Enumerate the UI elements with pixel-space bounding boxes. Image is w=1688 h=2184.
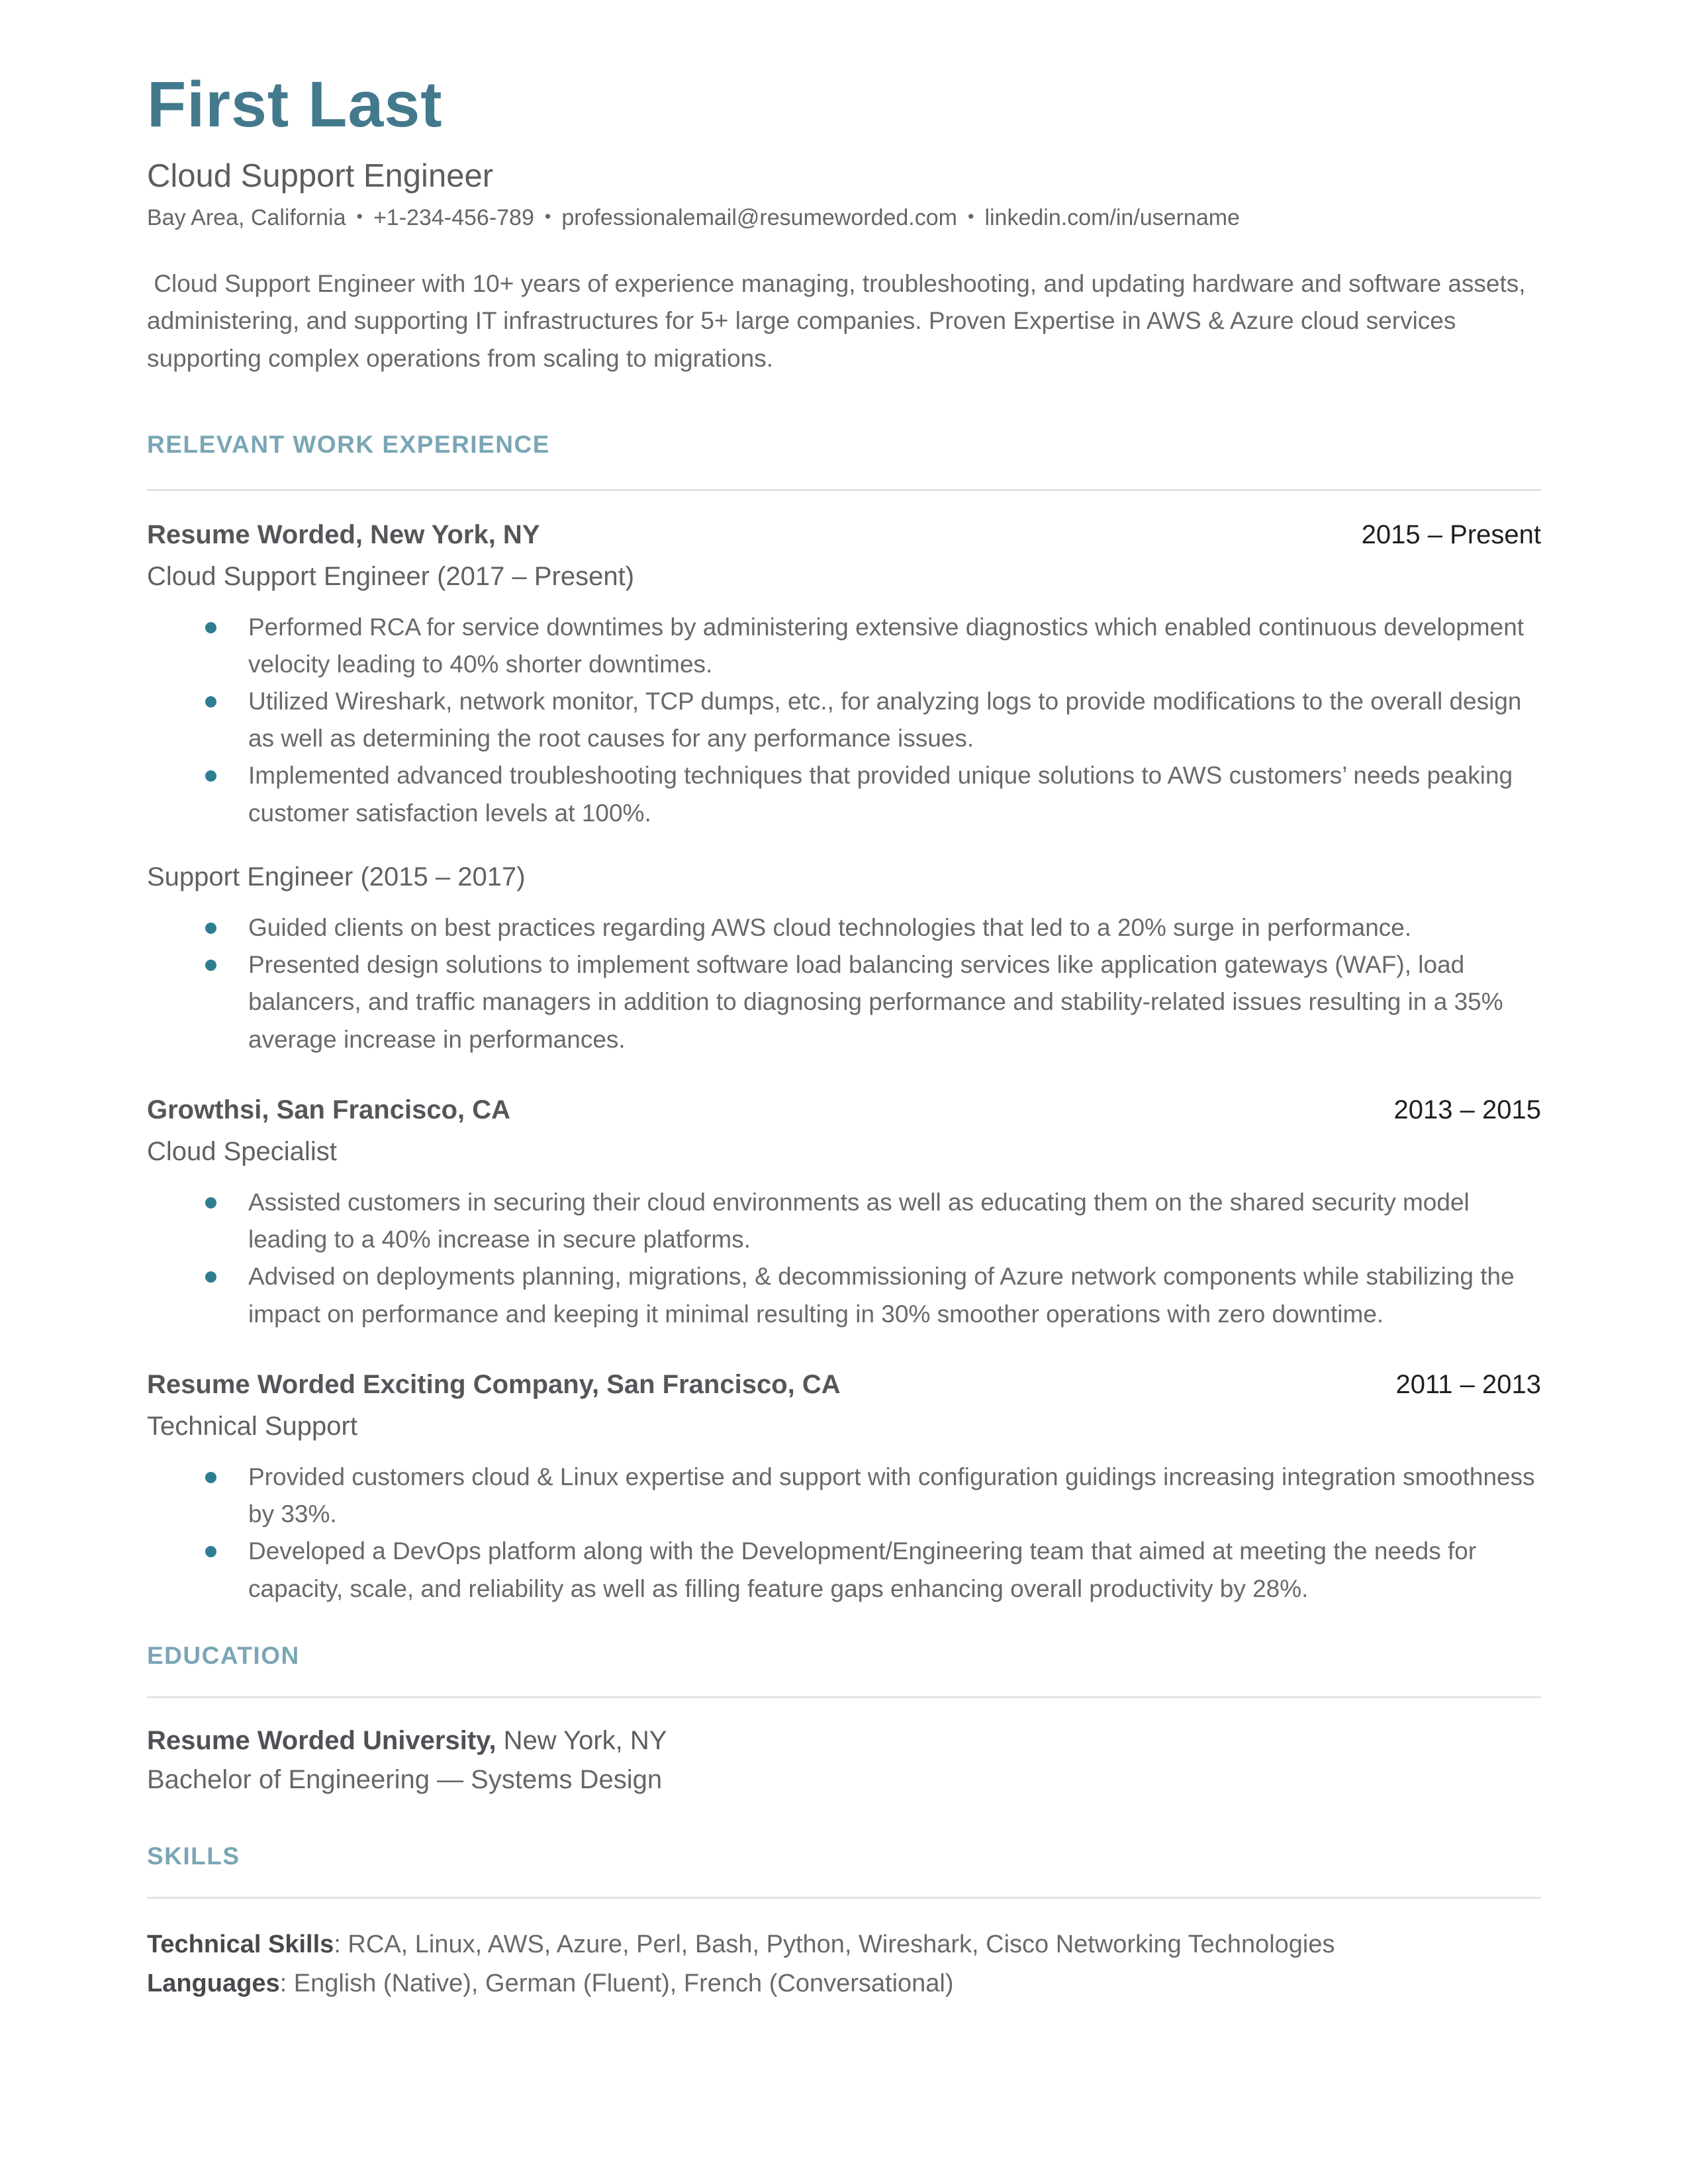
contact-line: [147, 205, 1541, 231]
contact-email: professionalemail@resumeworded.com: [561, 205, 957, 230]
bullet-item: [205, 757, 1541, 831]
skills-block: [147, 1925, 1541, 2003]
contact-location: Bay Area, California: [147, 205, 346, 230]
bullet-dot-icon: [205, 960, 216, 971]
skill-row-technical: [147, 1925, 1541, 1964]
bullet-text: Implemented advanced troubleshooting techniques that provided unique solutions to AWS customers’ needs peaking customer satisfaction levels at 100%.: [248, 762, 1513, 827]
bullet-dot-icon: [205, 1472, 216, 1483]
section-education: [147, 1642, 1541, 1795]
section-skills: [147, 1843, 1541, 2003]
job-header: [147, 1095, 1541, 1125]
bullet-item: [205, 1459, 1541, 1533]
job-header: [147, 1370, 1541, 1400]
section-divider: [147, 489, 1541, 491]
skill-values: : RCA, Linux, AWS, Azure, Perl, Bash, Python, Wireshark, Cisco Networking Technologies: [334, 1930, 1335, 1958]
contact-phone: +1-234-456-789: [373, 205, 534, 230]
company-name: Growthsi, San Francisco, CA: [147, 1095, 511, 1124]
company-name: Resume Worded, New York, NY: [147, 520, 540, 549]
bullet-dot-icon: [205, 923, 216, 934]
bullet-list: [147, 1459, 1541, 1608]
person-job-title: Cloud Support Engineer: [147, 158, 494, 194]
bullet-item: [205, 1184, 1541, 1258]
bullet-dot-icon: [205, 696, 216, 707]
separator-dot: •: [356, 206, 363, 226]
company-name: Resume Worded Exciting Company, San Francisco, CA: [147, 1369, 841, 1399]
school-name: Resume Worded University,: [147, 1725, 496, 1755]
role-title: Support Engineer (2015 – 2017): [147, 862, 526, 891]
bullet-dot-icon: [205, 1546, 216, 1557]
separator-dot: •: [544, 206, 551, 226]
bullet-text: Assisted customers in securing their cloud environments as well as educating them on the shared security model leading to a 40% increase in secure platforms.: [248, 1188, 1470, 1253]
person-name: First Last: [147, 68, 443, 140]
bullet-text: Provided customers cloud & Linux expertise and support with configuration guidings increasing integration smoothness by 33%.: [248, 1463, 1535, 1528]
bullet-list: [147, 1184, 1541, 1333]
job-dates: 2011 – 2013: [1395, 1369, 1541, 1399]
experience-heading: RELEVANT WORK EXPERIENCE: [147, 430, 550, 458]
section-divider: [147, 1696, 1541, 1698]
bullet-list: [147, 909, 1541, 1058]
bullet-text: Utilized Wireshark, network monitor, TCP dumps, etc., for analyzing logs to provide modifications to the overall design as well as determining the root causes for any performance issues.: [248, 687, 1522, 752]
separator-dot: •: [967, 206, 974, 226]
contact-linkedin: linkedin.com/in/username: [984, 205, 1240, 230]
section-divider: [147, 1897, 1541, 1899]
bullet-item: [205, 683, 1541, 757]
bullet-text: Presented design solutions to implement software load balancing services like application gateways (WAF), load balancers, and traffic managers in addition to diagnosing performance and stability-related issues resulting in a 35% average increase in performances.: [248, 951, 1503, 1053]
skill-values: : English (Native), German (Fluent), French (Conversational): [279, 1969, 954, 1997]
role-title: Cloud Support Engineer (2017 – Present): [147, 561, 635, 591]
skill-label: Languages: [147, 1969, 280, 1997]
job-dates: 2013 – 2015: [1393, 1095, 1541, 1124]
summary-paragraph: Cloud Support Engineer with 10+ years of experience managing, troubleshooting, and updating hardware and software assets, administering, and supporting IT infrastructures for 5+ large companies. Proven Expertise in AWS & Azure cloud services supporting complex operations from scaling to migrations.: [147, 269, 1532, 372]
role-title: Cloud Specialist: [147, 1136, 337, 1166]
bullet-item: [205, 909, 1541, 946]
bullet-item: [205, 946, 1541, 1058]
job-header: [147, 520, 1541, 550]
bullet-list: [147, 609, 1541, 832]
bullet-text: Developed a DevOps platform along with the Development/Engineering team that aimed at meeting the needs for capacity, scale, and reliability as well as filling feature gaps enhancing overall productivity by 28%.: [248, 1537, 1477, 1602]
bullet-item: [205, 609, 1541, 683]
role-title: Technical Support: [147, 1411, 357, 1441]
bullet-dot-icon: [205, 622, 216, 633]
bullet-item: [205, 1258, 1541, 1332]
bullet-text: Advised on deployments planning, migrations, & decommissioning of Azure network components while stabilizing the impact on performance and keeping it minimal resulting in 30% smoother operations with zero downtime.: [248, 1263, 1515, 1328]
bullet-text: Performed RCA for service downtimes by administering extensive diagnostics which enabled continuous development velocity leading to 40% shorter downtimes.: [248, 613, 1524, 678]
job-entry-resume-worded: [147, 520, 1541, 1058]
bullet-item: [205, 1533, 1541, 1607]
skill-row-languages: [147, 1964, 1541, 2003]
skills-heading: SKILLS: [147, 1842, 240, 1870]
bullet-dot-icon: [205, 1271, 216, 1283]
skill-label: Technical Skills: [147, 1930, 334, 1958]
school-line: [147, 1726, 1541, 1756]
job-entry-resume-worded-exciting: [147, 1370, 1541, 1608]
bullet-text: Guided clients on best practices regarding AWS cloud technologies that led to a 20% surge in performance.: [248, 913, 1412, 941]
job-entry-growthsi: [147, 1095, 1541, 1333]
degree-line: Bachelor of Engineering — Systems Design: [147, 1764, 663, 1794]
school-location: New York, NY: [496, 1725, 667, 1755]
bullet-dot-icon: [205, 770, 216, 782]
education-heading: EDUCATION: [147, 1641, 300, 1669]
section-experience: [147, 431, 1541, 1608]
resume-header: [147, 69, 1541, 378]
bullet-dot-icon: [205, 1197, 216, 1208]
job-dates: 2015 – Present: [1361, 520, 1541, 549]
